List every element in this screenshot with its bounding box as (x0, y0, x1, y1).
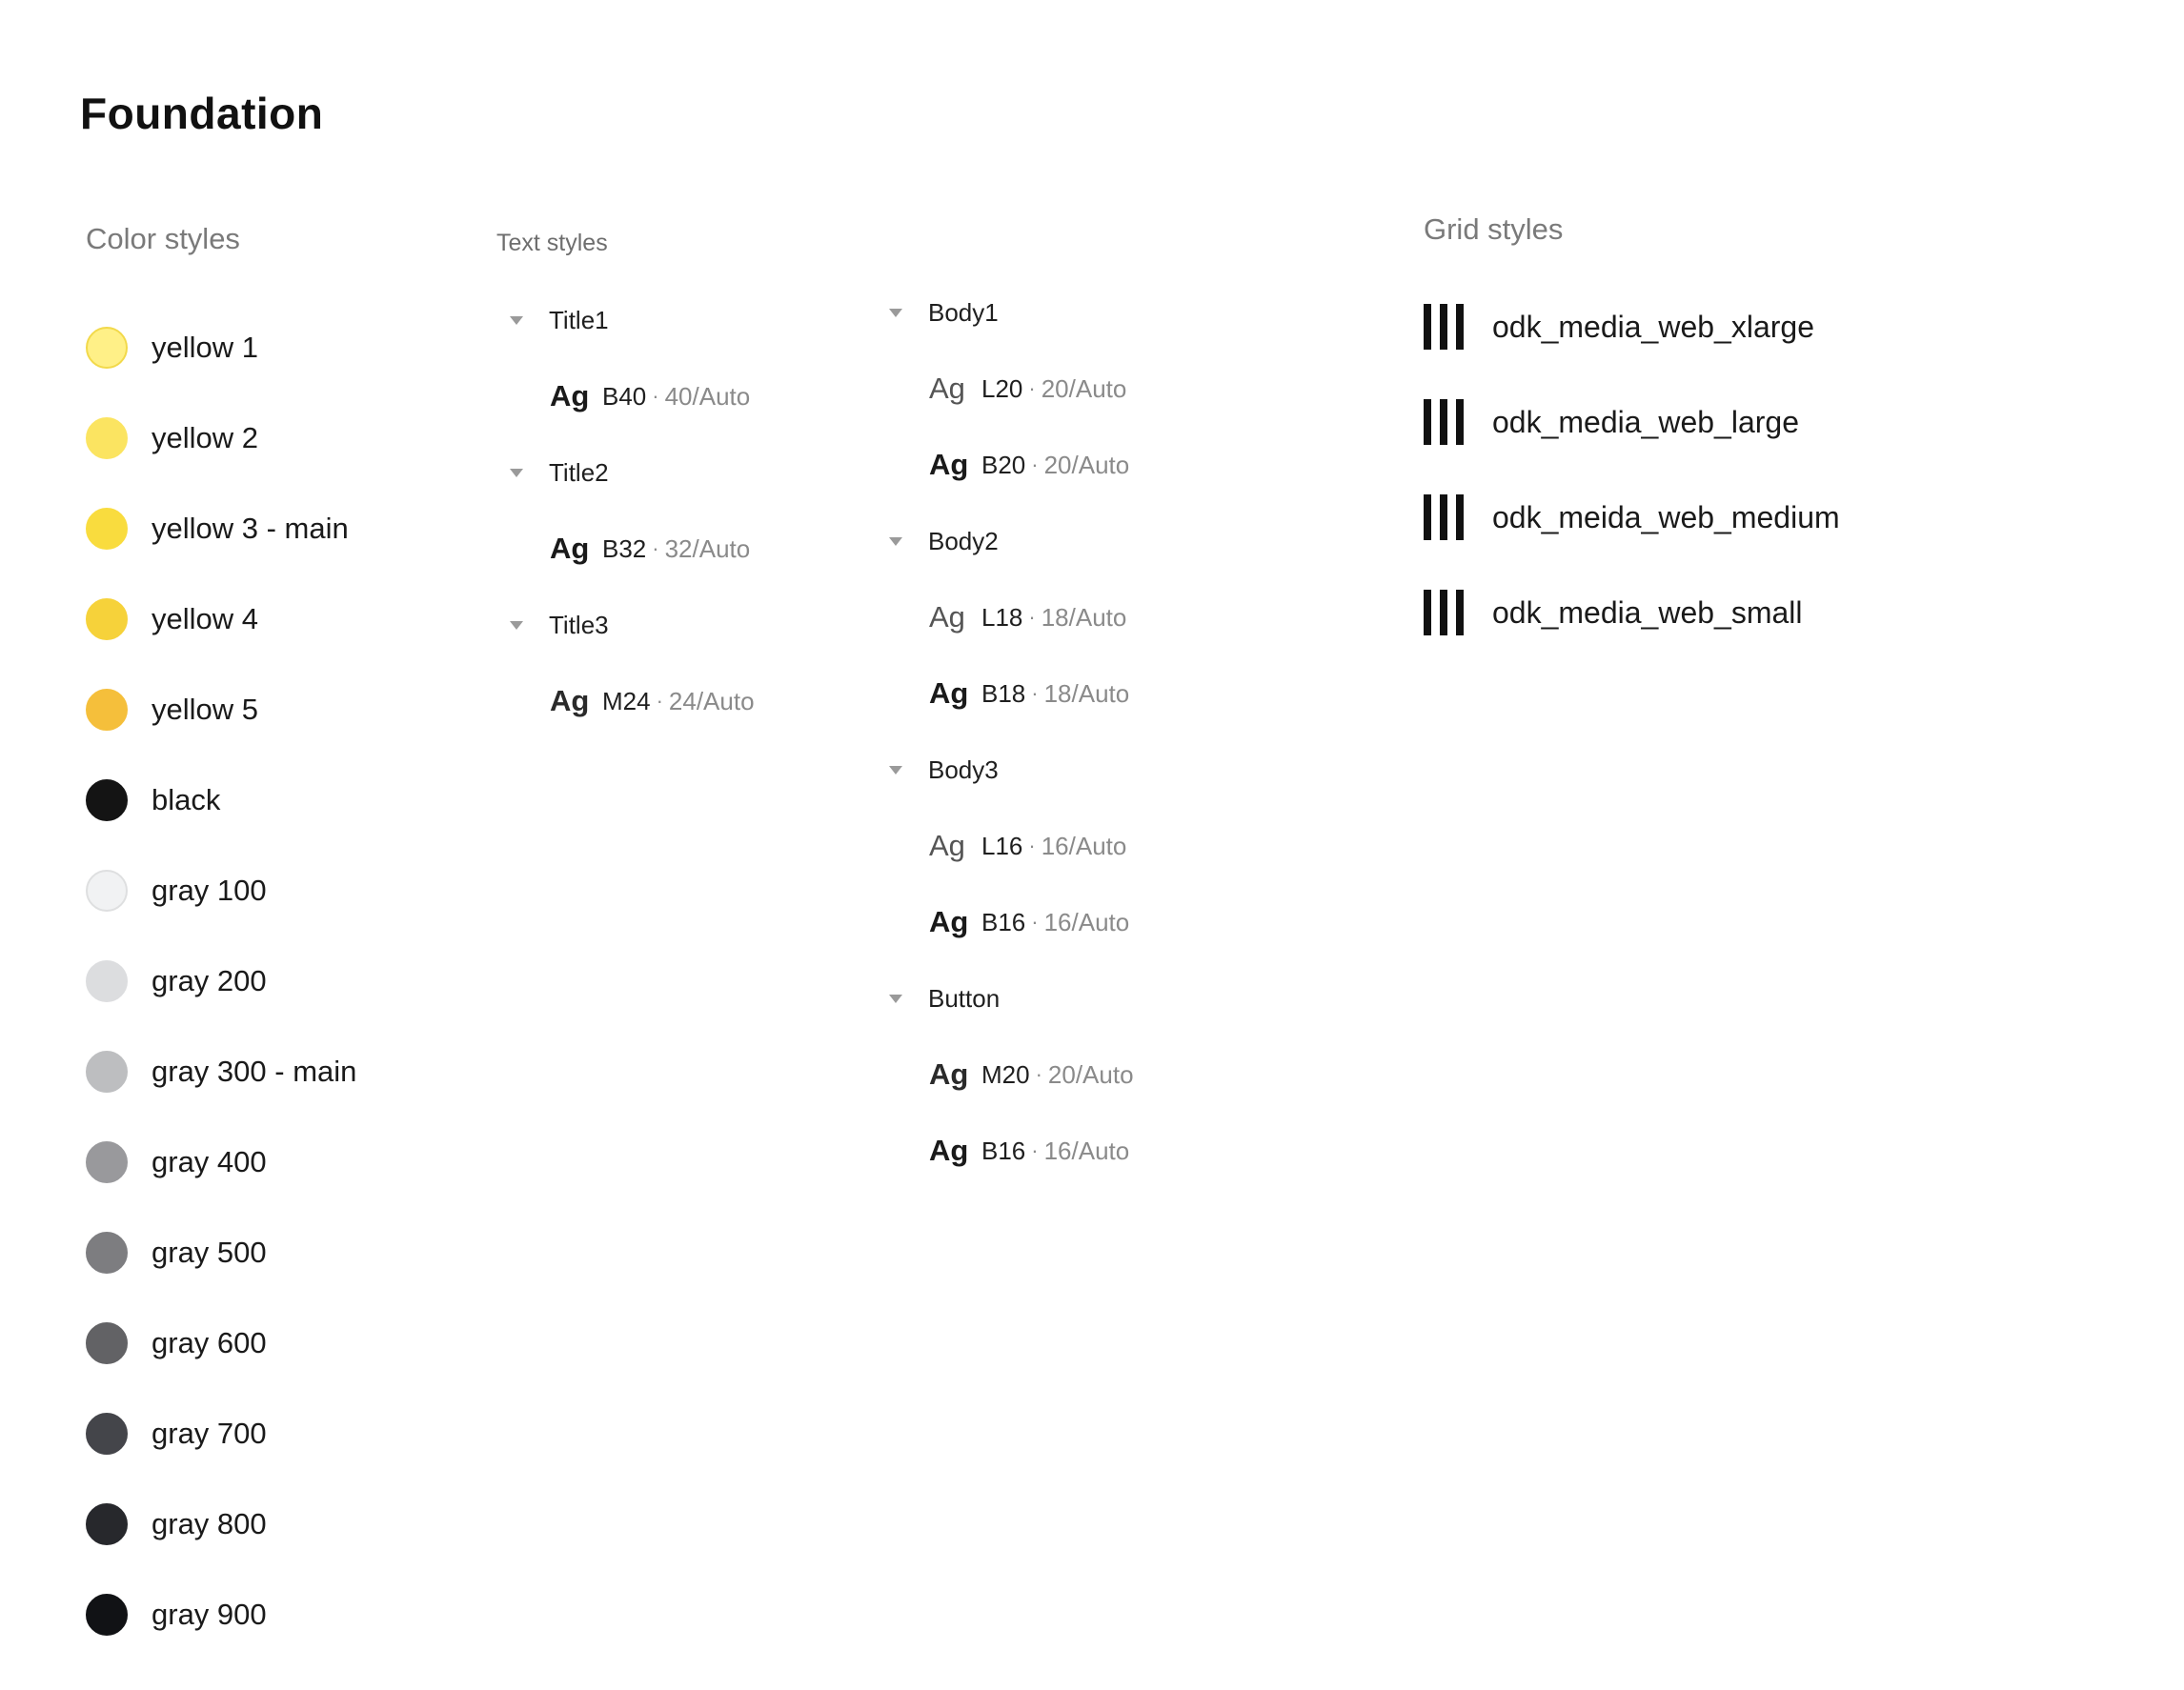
text-style-preview: Ag (929, 676, 969, 710)
text-style-code: L20 (981, 373, 1023, 403)
text-style-preview: Ag (929, 600, 965, 634)
caret-down-icon[interactable] (510, 621, 523, 630)
text-style-code: B18 (981, 678, 1026, 708)
grid-styles-title: Grid styles (1424, 212, 1564, 246)
color-style-label: gray 800 (152, 1506, 267, 1540)
color-swatch (86, 1503, 128, 1545)
color-style-gray-800[interactable] (86, 1479, 448, 1569)
color-style-yellow-2[interactable] (86, 392, 448, 483)
color-style-yellow-5[interactable] (86, 664, 448, 754)
text-style-group-title1 (496, 282, 859, 434)
text-style-code: M20 (981, 1059, 1030, 1089)
text-style-code: B20 (981, 450, 1026, 479)
color-swatch (86, 508, 128, 550)
text-style-size: 18/Auto (1043, 678, 1130, 708)
color-style-yellow-4[interactable] (86, 573, 448, 664)
text-style-preview: Ag (929, 1134, 969, 1167)
color-style-gray-100[interactable] (86, 845, 448, 936)
text-style-size: 40/Auto (664, 381, 751, 411)
color-swatch (86, 417, 128, 459)
color-style-label: yellow 5 (152, 692, 258, 726)
color-swatch (86, 1322, 128, 1364)
text-style-item[interactable] (876, 579, 1238, 655)
text-style-item[interactable] (876, 655, 1238, 732)
color-style-gray-400[interactable] (86, 1117, 448, 1207)
text-style-group-header[interactable] (496, 282, 859, 358)
color-styles-list (86, 302, 448, 1660)
grid-style-odk-media-web-large[interactable] (1424, 374, 2091, 470)
separator-dot: · (1028, 376, 1036, 400)
grid-columns-icon (1424, 494, 1469, 540)
color-style-gray-300-main[interactable] (86, 1026, 448, 1117)
text-style-group-body1 (876, 274, 1238, 503)
text-style-item[interactable] (876, 427, 1238, 503)
text-style-code: B16 (981, 907, 1026, 936)
color-swatch (86, 1141, 128, 1183)
grid-columns-icon (1424, 590, 1469, 635)
color-style-label: yellow 3 - main (152, 511, 349, 545)
text-styles-column-1 (496, 282, 859, 739)
text-style-group-header[interactable] (876, 960, 1238, 1036)
text-style-code: M24 (602, 686, 651, 715)
color-swatch (86, 1051, 128, 1093)
color-style-gray-500[interactable] (86, 1207, 448, 1298)
caret-down-icon[interactable] (510, 469, 523, 477)
separator-dot: · (656, 689, 663, 713)
separator-dot: · (1031, 681, 1039, 705)
text-styles-column-2 (876, 274, 1238, 1189)
text-style-size: 16/Auto (1043, 1136, 1130, 1165)
color-style-label: gray 300 - main (152, 1054, 357, 1088)
text-style-item[interactable] (496, 663, 859, 739)
color-style-label: gray 900 (152, 1597, 267, 1631)
text-style-code: B16 (981, 1136, 1026, 1165)
separator-dot: · (1028, 834, 1036, 857)
text-style-group-header[interactable] (876, 274, 1238, 351)
text-style-size: 24/Auto (668, 686, 755, 715)
text-style-item[interactable] (876, 1036, 1238, 1113)
color-style-label: gray 400 (152, 1144, 267, 1178)
caret-down-icon[interactable] (889, 309, 902, 317)
text-style-preview: Ag (929, 448, 969, 481)
grid-style-odk-media-web-small[interactable] (1424, 565, 2091, 660)
grid-styles-section (1424, 212, 2091, 660)
separator-dot: · (1035, 1062, 1042, 1086)
caret-down-icon[interactable] (889, 995, 902, 1003)
text-style-group-header[interactable] (496, 587, 859, 663)
text-style-preview: Ag (929, 372, 965, 405)
color-style-label: black (152, 782, 221, 816)
color-style-label: gray 200 (152, 963, 267, 997)
color-style-label: gray 500 (152, 1235, 267, 1269)
text-style-preview: Ag (550, 532, 590, 565)
text-style-group-name: Title2 (549, 457, 609, 487)
color-style-label: yellow 2 (152, 420, 258, 454)
color-style-gray-900[interactable] (86, 1569, 448, 1660)
text-style-group-name: Body2 (928, 526, 999, 555)
color-style-label: yellow 4 (152, 601, 258, 635)
color-style-black[interactable] (86, 754, 448, 845)
grid-columns-icon (1424, 399, 1469, 445)
text-style-group-name: Body1 (928, 297, 999, 327)
separator-dot: · (1031, 453, 1039, 476)
grid-style-odk-media-web-xlarge[interactable] (1424, 279, 2091, 374)
text-style-item[interactable] (876, 808, 1238, 884)
text-style-code: L16 (981, 831, 1023, 860)
text-styles-title: Text styles (496, 230, 608, 256)
grid-style-label: odk_media_web_large (1492, 404, 1799, 439)
text-style-code: B40 (602, 381, 647, 411)
text-style-group-button (876, 960, 1238, 1189)
color-swatch (86, 1413, 128, 1455)
text-style-item[interactable] (496, 511, 859, 587)
grid-style-label: odk_meida_web_medium (1492, 499, 1840, 534)
grid-style-odk-meida-web-medium[interactable] (1424, 470, 2091, 565)
color-style-yellow-1[interactable] (86, 302, 448, 392)
color-swatch (86, 598, 128, 640)
text-style-preview: Ag (550, 684, 590, 717)
text-style-size: 18/Auto (1041, 602, 1127, 632)
color-swatch (86, 779, 128, 821)
separator-dot: · (1031, 910, 1039, 934)
text-style-size: 20/Auto (1041, 373, 1127, 403)
color-style-gray-700[interactable] (86, 1388, 448, 1479)
color-style-yellow-3-main[interactable] (86, 483, 448, 573)
text-style-code: L18 (981, 602, 1023, 632)
text-style-group-name: Title1 (549, 305, 609, 334)
color-swatch (86, 327, 128, 369)
color-swatch (86, 960, 128, 1002)
text-style-size: 16/Auto (1041, 831, 1127, 860)
text-style-item[interactable] (876, 1113, 1238, 1189)
color-style-label: gray 100 (152, 873, 267, 907)
page-title: Foundation (80, 89, 324, 138)
text-style-size: 20/Auto (1047, 1059, 1134, 1089)
text-style-preview: Ag (550, 379, 590, 412)
text-style-item[interactable] (876, 884, 1238, 960)
grid-columns-icon (1424, 304, 1469, 350)
separator-dot: · (1031, 1138, 1039, 1162)
text-style-code: B32 (602, 533, 647, 563)
color-style-gray-200[interactable] (86, 936, 448, 1026)
grid-style-label: odk_media_web_xlarge (1492, 309, 1814, 344)
grid-style-label: odk_media_web_small (1492, 594, 1803, 630)
text-style-item[interactable] (876, 351, 1238, 427)
color-swatch (86, 870, 128, 912)
text-style-group-body2 (876, 503, 1238, 732)
color-styles-title: Color styles (86, 222, 240, 255)
color-swatch (86, 1232, 128, 1274)
text-style-item[interactable] (496, 358, 859, 434)
caret-down-icon[interactable] (510, 316, 523, 325)
text-style-group-name: Button (928, 983, 1001, 1013)
color-styles-section (86, 222, 448, 1660)
text-style-preview: Ag (929, 905, 969, 938)
color-style-gray-600[interactable] (86, 1298, 448, 1388)
color-style-label: gray 600 (152, 1325, 267, 1359)
color-style-label: yellow 1 (152, 330, 258, 364)
caret-down-icon[interactable] (889, 766, 902, 775)
separator-dot: · (652, 536, 659, 560)
text-style-preview: Ag (929, 1057, 969, 1091)
grid-styles-list (1424, 279, 2091, 660)
color-style-label: gray 700 (152, 1416, 267, 1450)
caret-down-icon[interactable] (889, 537, 902, 546)
separator-dot: · (652, 384, 659, 408)
text-style-group-title2 (496, 434, 859, 587)
text-style-group-name: Body3 (928, 754, 999, 784)
color-swatch (86, 689, 128, 731)
text-style-group-header[interactable] (876, 503, 1238, 579)
text-style-size: 32/Auto (664, 533, 751, 563)
text-style-group-header[interactable] (496, 434, 859, 511)
text-style-group-name: Title3 (549, 610, 609, 639)
text-style-size: 20/Auto (1043, 450, 1130, 479)
separator-dot: · (1028, 605, 1036, 629)
text-style-group-header[interactable] (876, 732, 1238, 808)
color-swatch (86, 1594, 128, 1636)
text-style-group-body3 (876, 732, 1238, 960)
text-style-preview: Ag (929, 829, 965, 862)
text-style-group-title3 (496, 587, 859, 739)
text-style-size: 16/Auto (1043, 907, 1130, 936)
